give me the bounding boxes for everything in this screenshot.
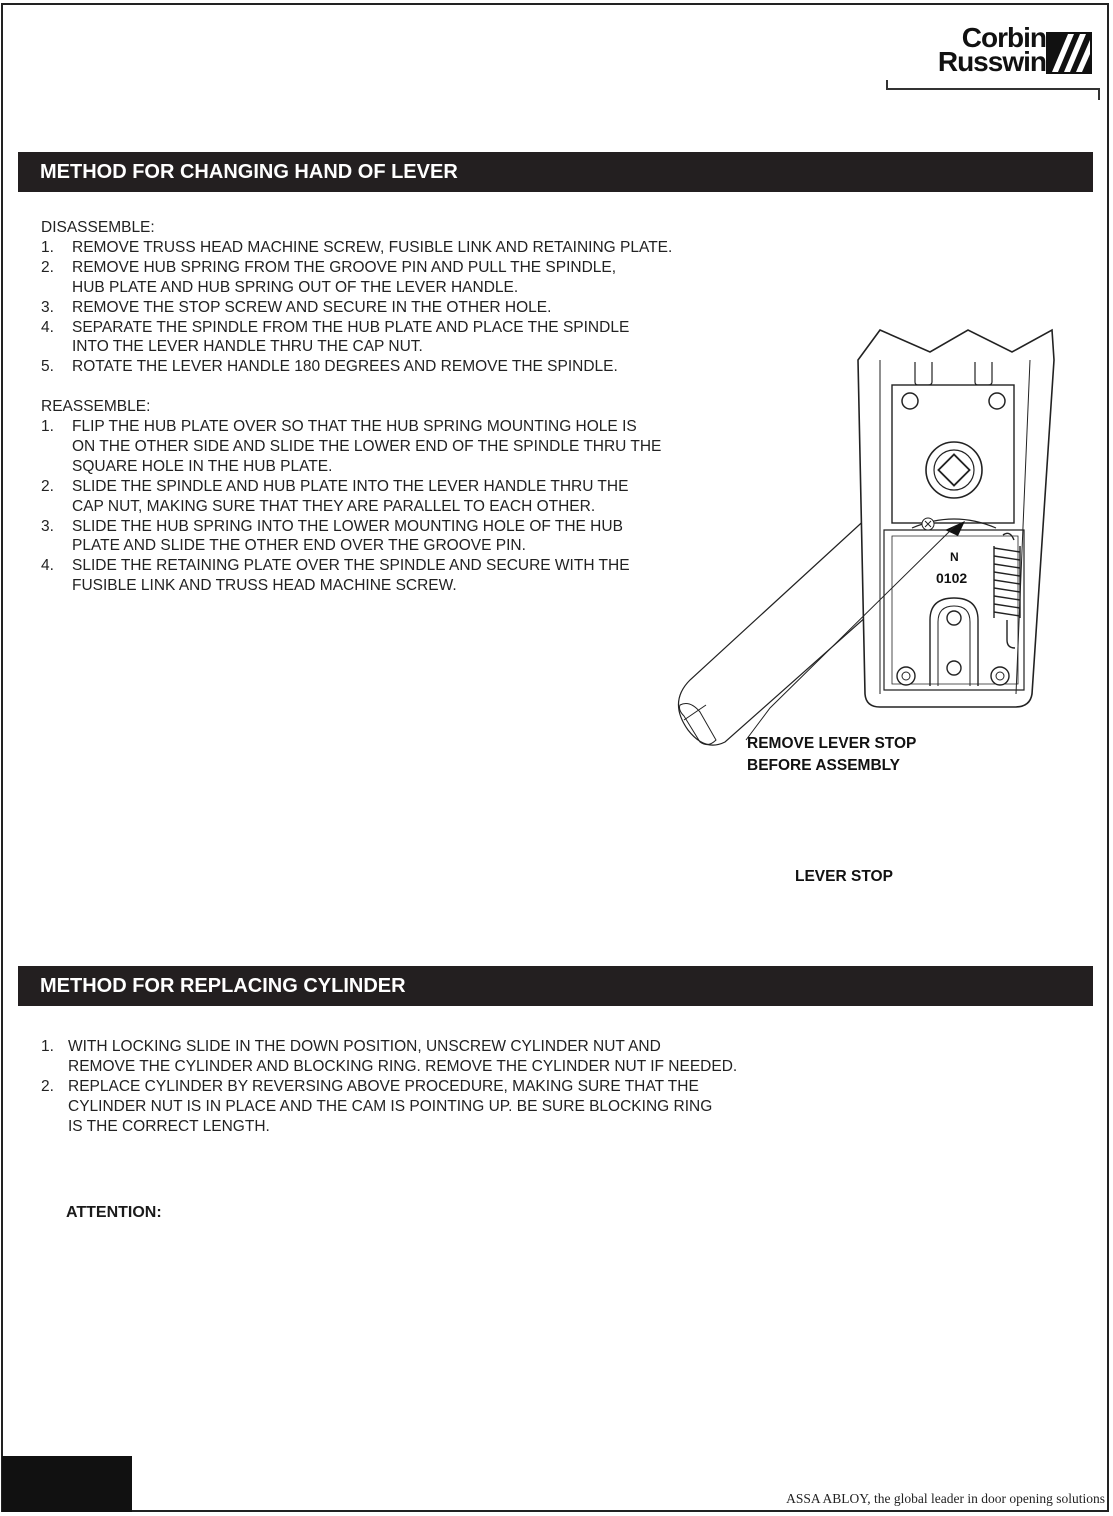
logo-rule <box>888 88 1100 102</box>
step-number: 2. <box>41 477 54 495</box>
attention-label: ATTENTION: <box>66 1204 162 1221</box>
step-line: CYLINDER NUT IS IN PLACE AND THE CAM IS POINTING UP. BE SURE BLOCKING RING <box>68 1097 713 1115</box>
step-number: 2. <box>41 1077 54 1095</box>
brand-line-1: Corbin <box>961 22 1046 53</box>
step-text <box>72 477 628 517</box>
brand-wordmark <box>896 22 1046 77</box>
brand-line-2: Russwin <box>937 46 1046 77</box>
step-number: 3. <box>41 517 54 535</box>
step-item <box>41 1077 871 1137</box>
callout-line-1: REMOVE LEVER STOP <box>747 735 917 752</box>
brand-stripes-icon <box>1046 32 1092 74</box>
step-line: FLIP THE HUB PLATE OVER SO THAT THE HUB SPRING MOUNTING HOLE IS <box>72 418 637 436</box>
step-line: ROTATE THE LEVER HANDLE 180 DEGREES AND REMOVE THE SPINDLE. <box>72 358 618 376</box>
step-line: CAP NUT, MAKING SURE THAT THEY ARE PARALLEL TO EACH OTHER. <box>72 497 596 515</box>
step-line: REMOVE THE CYLINDER AND BLOCKING RING. REMOVE THE CYLINDER NUT IF NEEDED. <box>68 1057 738 1075</box>
step-text <box>72 517 623 557</box>
step-line: INTO THE LEVER HANDLE THRU THE CAP NUT. <box>72 338 423 356</box>
marking-code: 0102 <box>936 570 968 586</box>
step-line: IS THE CORRECT LENGTH. <box>68 1117 270 1135</box>
step-text <box>72 357 618 377</box>
footer-tab <box>2 1456 132 1512</box>
step-text <box>68 1037 737 1077</box>
step-item <box>41 1037 871 1077</box>
marking-n: N <box>950 550 959 564</box>
step-number: 4. <box>41 318 54 336</box>
step-item <box>41 298 801 318</box>
step-text <box>72 556 630 596</box>
step-text <box>72 417 661 477</box>
step-line: REMOVE TRUSS HEAD MACHINE SCREW, FUSIBLE LINK AND RETAINING PLATE. <box>72 238 673 256</box>
step-item <box>41 258 801 298</box>
step-text <box>72 318 629 358</box>
step-line: WITH LOCKING SLIDE IN THE DOWN POSITION, UNSCREW CYLINDER NUT AND <box>68 1038 661 1055</box>
footer-tagline: ASSA ABLOY, the global leader in door opening solutions <box>786 1491 1105 1506</box>
cylinder-steps <box>41 1037 871 1137</box>
step-line: HUB PLATE AND HUB SPRING OUT OF THE LEVER HANDLE. <box>72 278 519 296</box>
step-line: SLIDE THE RETAINING PLATE OVER THE SPINDLE AND SECURE WITH THE <box>72 557 630 575</box>
reassemble-heading: REASSEMBLE: <box>41 398 151 416</box>
step-line: REMOVE HUB SPRING FROM THE GROOVE PIN AND PULL THE SPINDLE, <box>72 258 617 276</box>
lever-stop-label: LEVER STOP <box>795 868 893 885</box>
step-line: SLIDE THE HUB SPRING INTO THE LOWER MOUNTING HOLE OF THE HUB <box>72 517 623 535</box>
cylinder-instructions <box>41 1037 871 1137</box>
step-number: 4. <box>41 557 54 575</box>
lever-handle-tip <box>680 704 717 745</box>
step-line: REPLACE CYLINDER BY REVERSING ABOVE PROCEDURE, MAKING SURE THAT THE <box>68 1077 699 1095</box>
step-text <box>68 1077 712 1137</box>
step-line: ON THE OTHER SIDE AND SLIDE THE LOWER END OF THE SPINDLE THRU THE <box>72 437 662 455</box>
step-text <box>72 258 616 298</box>
section-title-lever: METHOD FOR CHANGING HAND OF LEVER <box>18 152 554 192</box>
lever-diagram <box>660 320 1110 760</box>
lever-handle-outline <box>678 515 885 745</box>
step-text <box>72 238 672 258</box>
step-number: 1. <box>41 1038 54 1055</box>
step-number: 3. <box>41 298 54 316</box>
step-line: SQUARE HOLE IN THE HUB PLATE. <box>72 457 333 475</box>
step-number: 1. <box>41 238 54 256</box>
step-line: REMOVE THE STOP SCREW AND SECURE IN THE OTHER HOLE. <box>72 298 552 316</box>
brand-logo <box>896 22 1096 86</box>
callout-remove-lever-stop <box>747 733 916 777</box>
step-item <box>41 238 801 258</box>
step-line: FUSIBLE LINK AND TRUSS HEAD MACHINE SCREW. <box>72 577 457 595</box>
step-line: PLATE AND SLIDE THE OTHER END OVER THE GROOVE PIN. <box>72 537 526 555</box>
step-line: SLIDE THE SPINDLE AND HUB PLATE INTO THE LEVER HANDLE THRU THE <box>72 477 629 495</box>
step-text <box>72 298 551 318</box>
step-number: 1. <box>41 418 54 436</box>
step-line: SEPARATE THE SPINDLE FROM THE HUB PLATE AND PLACE THE SPINDLE <box>72 318 630 336</box>
disassemble-heading: DISASSEMBLE: <box>41 219 155 236</box>
section-title-cylinder: METHOD FOR REPLACING CYLINDER <box>18 966 496 1006</box>
step-number: 2. <box>41 258 54 276</box>
callout-line-2: BEFORE ASSEMBLY <box>747 757 901 774</box>
step-number: 5. <box>41 358 54 376</box>
